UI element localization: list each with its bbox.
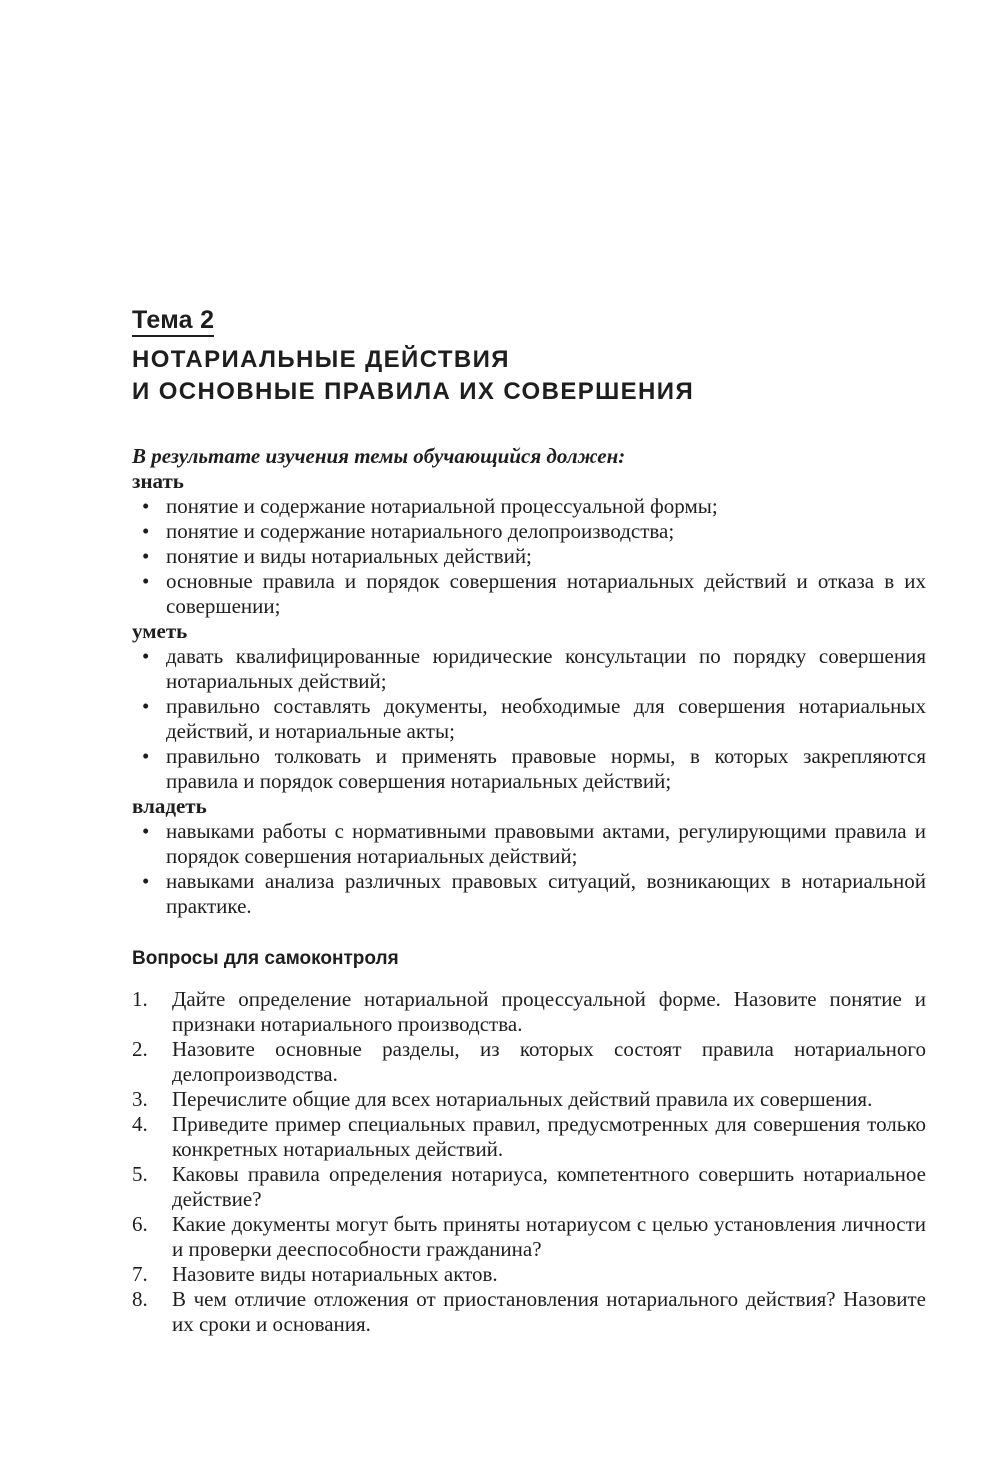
bullet-icon: • (142, 519, 150, 543)
question-text: Перечислите общие для всех нотариальных действий правила их совершения. (172, 1087, 873, 1111)
topic-title-line-1: НОТАРИАЛЬНЫЕ ДЕЙСТВИЯ (132, 346, 510, 373)
know-heading: знать (132, 469, 184, 493)
master-list (132, 819, 926, 919)
question-text: В чем отличие отложения от приостановления нотариального действия? Назовите их сроки и основания. (172, 1287, 926, 1336)
topic-label: Тема 2 (132, 306, 214, 337)
list-item-text: понятие и содержание нотариальной процессуальной формы; (166, 494, 718, 518)
topic-title (132, 344, 926, 408)
competencies-block (132, 444, 926, 919)
list-item-text: давать квалифицированные юридические консультации по порядку совершения нотариальных действий; (166, 644, 926, 693)
list-item (132, 569, 926, 619)
list-item-text: правильно составлять документы, необходимые для совершения нотариальных действий, и нотариальные акты; (166, 694, 926, 743)
question-item (132, 1212, 926, 1262)
question-text: Дайте определение нотариальной процессуальной форме. Назовите понятие и признаки нотариального производства. (172, 987, 926, 1036)
question-text: Назовите основные разделы, из которых состоят правила нотариального делопроизводства. (172, 1037, 926, 1086)
bullet-icon: • (142, 569, 150, 593)
bullet-icon: • (142, 544, 150, 568)
list-item-text: правильно толковать и применять правовые нормы, в которых закрепляются правила и порядок совершения нотариальных действий; (166, 744, 926, 793)
bullet-icon: • (142, 744, 150, 768)
list-item-text: основные правила и порядок совершения нотариальных действий и отказа в их совершении; (166, 569, 926, 618)
question-item (132, 1112, 926, 1162)
competencies-intro: В результате изучения темы обучающийся должен: (132, 444, 626, 468)
question-item (132, 1087, 926, 1112)
question-item (132, 1162, 926, 1212)
list-item (132, 519, 926, 544)
list-item (132, 869, 926, 919)
bullet-icon: • (142, 494, 150, 518)
question-text: Какие документы могут быть приняты нотариусом с целью установления личности и проверки дееспособности гражданина? (172, 1212, 926, 1261)
question-number: 3. (132, 1087, 148, 1111)
bullet-icon: • (142, 869, 150, 893)
question-text: Приведите пример специальных правил, предусмотренных для совершения только конкретных нотариальных действий. (172, 1112, 926, 1161)
list-item (132, 494, 926, 519)
question-item (132, 1037, 926, 1087)
bullet-icon: • (142, 819, 150, 843)
list-item (132, 819, 926, 869)
list-item (132, 544, 926, 569)
question-text: Назовите виды нотариальных актов. (172, 1262, 498, 1286)
able-list (132, 644, 926, 794)
list-item (132, 744, 926, 794)
list-item (132, 694, 926, 744)
question-number: 1. (132, 987, 148, 1011)
question-item (132, 1262, 926, 1287)
question-number: 7. (132, 1262, 148, 1286)
question-item (132, 1287, 926, 1337)
page-content (132, 306, 926, 1337)
questions-list (132, 987, 926, 1337)
topic-title-line-2: И ОСНОВНЫЕ ПРАВИЛА ИХ СОВЕРШЕНИЯ (132, 378, 695, 405)
bullet-icon: • (142, 694, 150, 718)
question-number: 8. (132, 1287, 148, 1311)
list-item-text: навыками работы с нормативными правовыми актами, регулирующими правила и порядок совершения нотариальных действий; (166, 819, 926, 868)
bullet-icon: • (142, 644, 150, 668)
question-number: 2. (132, 1037, 148, 1061)
question-item (132, 987, 926, 1037)
topic-header (132, 306, 926, 408)
master-heading: владеть (132, 794, 207, 818)
know-list (132, 494, 926, 619)
list-item-text: понятие и содержание нотариального делопроизводства; (166, 519, 675, 543)
question-number: 4. (132, 1112, 148, 1136)
question-number: 5. (132, 1162, 148, 1186)
question-text: Каковы правила определения нотариуса, компетентного совершить нотариальное действие? (172, 1162, 926, 1211)
able-heading: уметь (132, 619, 188, 643)
questions-heading: Вопросы для самоконтроля (132, 948, 399, 969)
list-item-text: понятие и виды нотариальных действий; (166, 544, 532, 568)
list-item (132, 644, 926, 694)
question-number: 6. (132, 1212, 148, 1236)
list-item-text: навыками анализа различных правовых ситуаций, возникающих в нотариальной практике. (166, 869, 926, 918)
